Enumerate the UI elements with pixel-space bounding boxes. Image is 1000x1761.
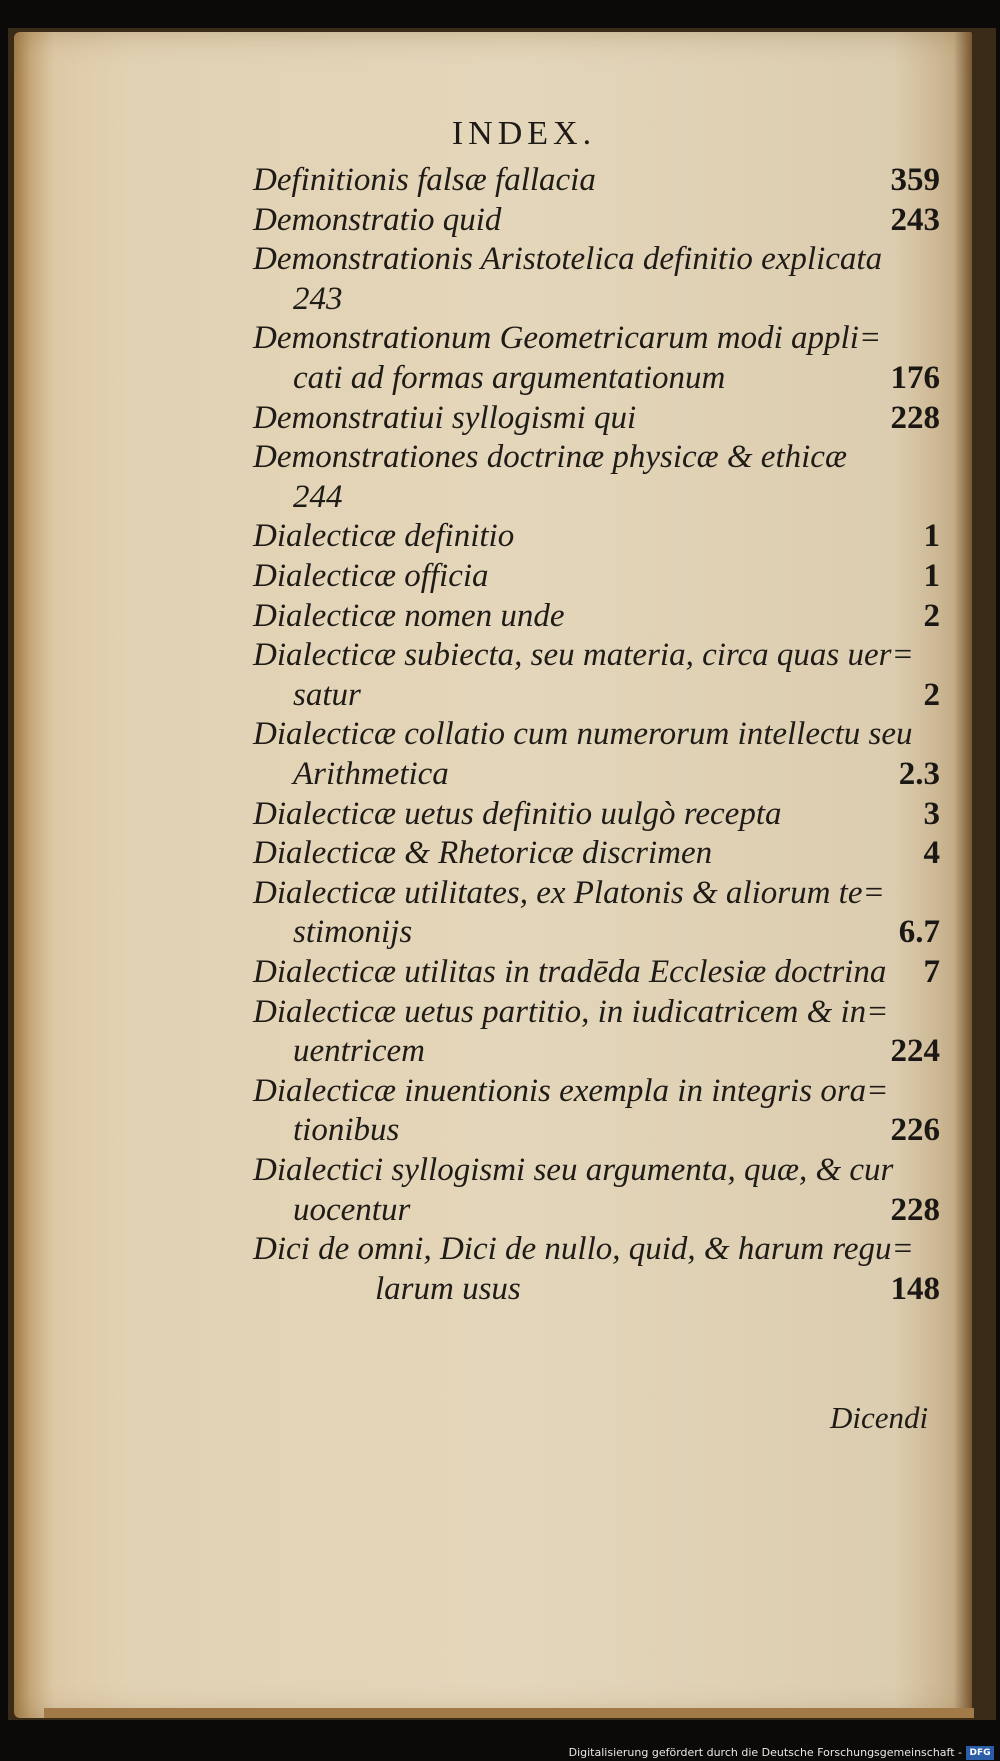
index-page-reference	[780, 477, 940, 517]
index-page-reference: 243	[890, 201, 940, 238]
index-entry-continuation: satur	[293, 676, 361, 713]
digitization-credit: Digitalisierung gefördert durch die Deutsche Forschungsgemeinschaft -	[568, 1746, 962, 1759]
index-entry-heading: Definitionis falsæ fallacia	[253, 162, 596, 198]
running-head: INDEX.	[451, 115, 597, 152]
index-page-reference: 2.3	[898, 756, 940, 792]
index-entry-continuation: Arithmetica	[293, 756, 449, 792]
index-page-reference: 1	[923, 518, 940, 555]
index-entry-heading: Demonstratiui syllogismi qui	[253, 399, 637, 436]
index-entry-heading: Dialecticæ uetus partitio, in iudicatricem & in=	[253, 993, 889, 1030]
index-page-reference: 2	[923, 676, 940, 713]
index-entry-heading: Dialecticæ subiecta, seu materia, circa quas uer=	[253, 637, 914, 674]
index-entry-heading: Dici de omni, Dici de nullo, quid, & harum regu=	[253, 1231, 914, 1268]
index-entry-continuation: cati ad formas argumentationum	[293, 360, 726, 396]
index-entry-continuation: uentricem	[293, 1033, 425, 1070]
index-page-reference: 3	[923, 795, 940, 832]
index-entry-heading: Dialecticæ inuentionis exempla in integris ora=	[253, 1072, 889, 1109]
index-entry-heading: Demonstrationis Aristotelica definitio explicata	[253, 241, 883, 278]
index-entry-heading: Demonstrationes doctrinæ physicæ & ethicæ	[253, 439, 847, 476]
index-entry-continuation: stimonijs	[293, 914, 413, 951]
index-entry-heading: Dialecticæ nomen unde	[253, 597, 565, 634]
dfg-logo-icon: DFG	[966, 1746, 994, 1760]
catchword: Dicendi	[830, 1400, 929, 1435]
index-page-reference: 148	[890, 1270, 940, 1307]
index-page-reference: 7	[923, 954, 940, 990]
index-page-reference: 1	[923, 558, 940, 594]
index-entry-heading: Demonstrationum Geometricarum modi appli=	[253, 320, 882, 357]
index-page-reference: 224	[890, 1033, 940, 1070]
index-entry-heading: Dialecticæ uetus definitio uulgò recepta	[253, 795, 782, 832]
index-entry-continuation: larum usus	[375, 1270, 521, 1307]
index-entry-heading: Dialecticæ utilitates, ex Platonis & aliorum te=	[253, 874, 885, 911]
index-page-reference	[780, 279, 940, 319]
index-page-reference: 359	[890, 162, 940, 198]
index-entry-heading: Dialecticæ & Rhetoricæ discrimen	[253, 835, 713, 872]
index-page-reference: 2	[923, 597, 940, 634]
index-entry-heading: Dialecticæ definitio	[253, 518, 515, 555]
index-entry-continuation: 244	[293, 478, 343, 515]
index-entry-heading: Dialecticæ collatio cum numerorum intellectu seu	[253, 716, 913, 753]
index-entry-continuation: tionibus	[293, 1112, 400, 1149]
index-entry-continuation: uocentur	[293, 1191, 411, 1228]
index-entry-continuation: 243	[293, 280, 343, 317]
index-page-reference: 6.7	[898, 914, 940, 951]
index-entry-heading: Dialecticæ utilitas in tradēda Ecclesiæ doctrina	[253, 954, 887, 990]
index-page-reference: 226	[890, 1112, 940, 1149]
index-page-reference: 228	[890, 399, 940, 436]
index-entry-heading: Demonstratio quid	[253, 201, 502, 238]
index-page-reference: 4	[923, 835, 940, 872]
index-entry-heading: Dialecticæ officia	[253, 558, 489, 594]
index-page-reference: 176	[890, 360, 940, 396]
index-entry-heading: Dialectici syllogismi seu argumenta, quæ, & cur	[253, 1152, 894, 1188]
index-page-reference: 228	[890, 1191, 940, 1228]
